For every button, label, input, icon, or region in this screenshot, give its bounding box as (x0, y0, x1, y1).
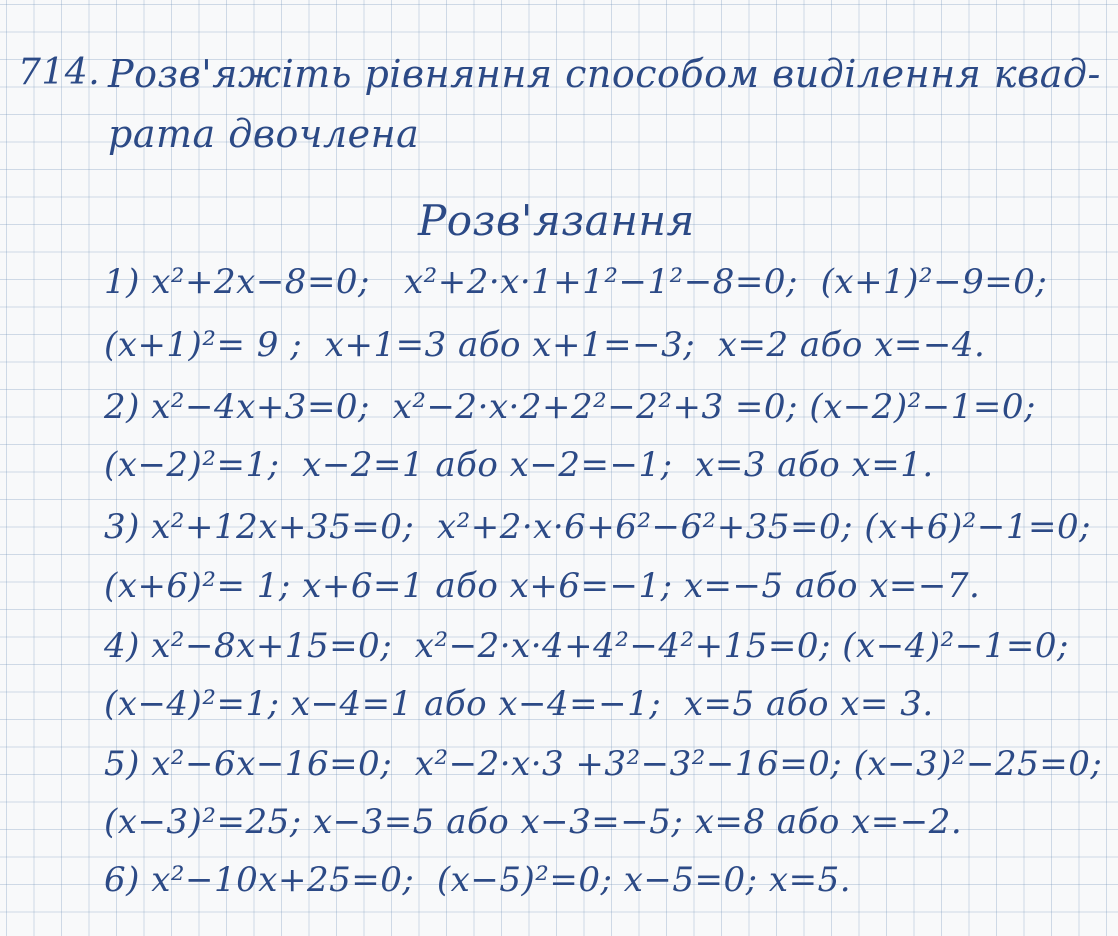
solution-2-line-1 (104, 387, 1036, 427)
solution-1-square: (x+1)²= 9 (104, 325, 279, 365)
solution-3-line-1 (104, 507, 1091, 547)
solution-heading: Розв'язання (418, 196, 695, 245)
solution-4-completion: x²−2·x·4+4²−4²+15=0; (414, 626, 831, 666)
solution-1-cases: x+1=3 або x+1=−3; (324, 325, 696, 365)
solution-3-equation: x²+12x+35=0; (151, 507, 415, 547)
solution-5-form: (x−3)²−25=0; (853, 744, 1103, 784)
solution-5-answer: x=8 або x=−2. (694, 802, 963, 842)
solution-4-answer: x=5 або x= 3. (683, 684, 934, 724)
solution-5-label: 5) (104, 744, 140, 784)
solution-2-form: (x−2)²−1=0; (809, 387, 1036, 427)
solution-4-line-2 (104, 684, 934, 724)
solution-5-square: (x−3)²=25; (104, 802, 302, 842)
solution-5-cases: x−3=5 або x−3=−5; (312, 802, 684, 842)
solution-1-label: 1) (104, 262, 140, 302)
solution-1-form: (x+1)²−9=0; (820, 262, 1048, 302)
solution-1-line-1 (104, 262, 1047, 302)
solution-3-cases: x+6=1 або x+6=−1; (302, 566, 673, 606)
solution-3-form: (x+6)²−1=0; (864, 507, 1092, 547)
solution-2-square: (x−2)²=1; (104, 445, 280, 485)
solution-4-label: 4) (104, 626, 140, 666)
solution-4-form: (x−4)²−1=0; (842, 626, 1069, 666)
task-title-line2: рата двочлена (108, 112, 420, 156)
solution-2-completion: x²−2·x·2+2²−2²+3 =0; (392, 387, 798, 427)
solution-3-completion: x²+2·x·6+6²−6²+35=0; (436, 507, 854, 547)
solution-1-line-2: (x+1)²= 9 ; x+1=3 або x+1=−3; x=2 або x=−4. (104, 325, 986, 365)
solution-6-completion: (x−5)²=0; (436, 860, 613, 900)
solution-5-completion: x²−2·x·3 +3²−3²−16=0; (414, 744, 843, 784)
solution-5-line-2 (104, 802, 962, 842)
solution-3-line-2 (104, 566, 980, 606)
solution-5-line-1 (104, 744, 1102, 784)
solution-3-square: (x+6)²= 1; (104, 566, 291, 606)
solution-4-square: (x−4)²=1; (104, 684, 280, 724)
solution-4-equation: x²−8x+15=0; (151, 626, 393, 666)
solution-1-completion: x²+2·x·1+1²−1²−8=0; (403, 262, 798, 302)
solution-2-answer: x=3 або x=1. (695, 445, 934, 485)
solution-2-equation: x²−4x+3=0; (151, 387, 371, 427)
task-title-line1: Розв'яжіть рівняння способом виділення квад- (108, 52, 1101, 96)
solution-3-label: 3) (104, 507, 140, 547)
solution-6-equation: x²−10x+25=0; (151, 860, 415, 900)
task-number: 714. (18, 52, 101, 93)
solution-2-cases: x−2=1 або x−2=−1; (302, 445, 673, 485)
solution-6-form: x−5=0; x=5. (623, 860, 852, 900)
solution-6-line-1 (104, 860, 851, 900)
solution-2-label: 2) (104, 387, 140, 427)
solution-1-equation: x²+2x−8=0; (151, 262, 371, 302)
solution-4-line-1 (104, 626, 1069, 666)
solution-4-cases: x−4=1 або x−4=−1; (290, 684, 662, 724)
solution-5-equation: x²−6x−16=0; (151, 744, 393, 784)
solution-6-label: 6) (104, 860, 140, 900)
solution-1-answer: x=2 або x=−4. (717, 325, 986, 365)
solution-3-answer: x=−5 або x=−7. (683, 566, 981, 606)
solution-2-line-2 (104, 445, 934, 485)
